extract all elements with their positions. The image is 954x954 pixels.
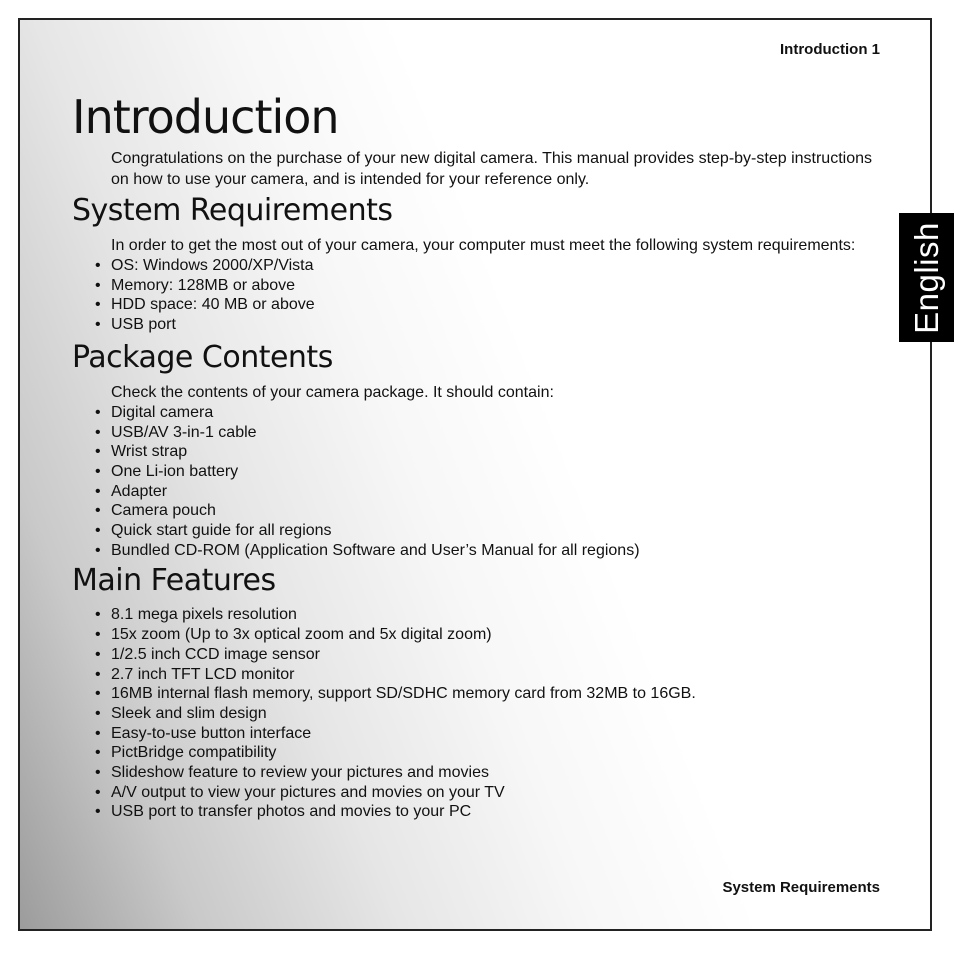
package-item: • Bundled CD-ROM (Application Software and User’s Manual for all regions) — [72, 541, 892, 561]
requirement-item: • USB port — [72, 315, 892, 335]
package-contents-paragraph: Check the contents of your camera package. It should contain: — [111, 383, 554, 401]
main-features-heading: Main Features — [72, 563, 276, 599]
package-item: • Camera pouch — [72, 501, 892, 521]
requirement-item: • OS: Windows 2000/XP/Vista — [72, 256, 892, 276]
feature-item: • Slideshow feature to review your pictures and movies — [72, 763, 892, 783]
page-header: Introduction 1 — [780, 41, 880, 58]
feature-item: • USB port to transfer photos and movies to your PC — [72, 802, 892, 822]
package-contents-list — [72, 403, 892, 561]
page-footer: System Requirements — [722, 879, 880, 896]
requirement-item: • Memory: 128MB or above — [72, 276, 892, 296]
manual-page — [18, 18, 932, 931]
feature-item: • 1/2.5 inch CCD image sensor — [72, 645, 892, 665]
main-features-list — [72, 605, 892, 822]
feature-item: • 16MB internal flash memory, support SD/SDHC memory card from 32MB to 16GB. — [72, 684, 892, 704]
introduction-paragraph: Congratulations on the purchase of your new digital camera. This manual provides step-by-step instructions on how to use your camera, and is intended for your reference only. — [111, 150, 872, 188]
page-content — [72, 90, 892, 822]
package-item: • Digital camera — [72, 403, 892, 423]
language-tab — [899, 213, 954, 342]
requirement-item: • HDD space: 40 MB or above — [72, 295, 892, 315]
system-requirements-list — [72, 256, 892, 335]
feature-item: • Easy-to-use button interface — [72, 724, 892, 744]
package-item: • Quick start guide for all regions — [72, 521, 892, 541]
package-item: • USB/AV 3-in-1 cable — [72, 423, 892, 443]
introduction-heading: Introduction — [72, 90, 339, 144]
system-requirements-paragraph: In order to get the most out of your camera, your computer must meet the following system requirements: — [111, 237, 856, 254]
feature-item: • PictBridge compatibility — [72, 743, 892, 763]
feature-item: • 15x zoom (Up to 3x optical zoom and 5x digital zoom) — [72, 625, 892, 645]
system-requirements-heading: System Requirements — [72, 193, 393, 228]
package-item: • Wrist strap — [72, 442, 892, 462]
feature-item: • 8.1 mega pixels resolution — [72, 605, 892, 625]
feature-item: • A/V output to view your pictures and movies on your TV — [72, 783, 892, 803]
feature-item: • Sleek and slim design — [72, 704, 892, 724]
package-item: • One Li-ion battery — [72, 462, 892, 482]
feature-item: • 2.7 inch TFT LCD monitor — [72, 665, 892, 685]
package-contents-heading: Package Contents — [72, 339, 333, 375]
package-item: • Adapter — [72, 482, 892, 502]
language-tab-label: English — [907, 221, 945, 334]
